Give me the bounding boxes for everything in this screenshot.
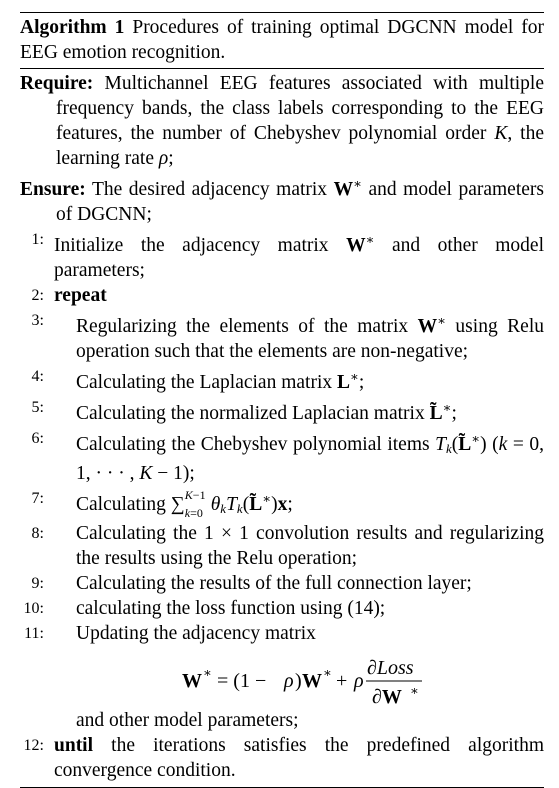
step-text: Calculating ∑ K−1 k=0 $\theta_kT_k(L̃^∗)x$; [76, 488, 293, 520]
step-number: 2: [31, 287, 44, 304]
eq-numerator: ∂Loss [367, 657, 414, 679]
step-number: 5: [31, 399, 44, 416]
step-5 [20, 395, 544, 426]
ensure-text: The desired adjacency matrix W∗ and model parameters of DGCNN; [56, 176, 544, 225]
eq-denominator: ∂W [372, 686, 402, 708]
step-text: Calculating the Laplacian matrix L∗; [76, 369, 365, 393]
step-7 [20, 486, 544, 521]
step-number: 7: [31, 490, 44, 507]
step-number: 4: [31, 368, 44, 385]
step-text: Calculating the Chebyshev polynomial items $T_k(L̃^∗) (k = 0$, 1, · · · , K − 1); [76, 431, 544, 484]
step-text: Initialize the adjacency matrix W∗ and other model parameters; [54, 232, 544, 281]
step-3 [20, 308, 544, 364]
caption-text: Procedures of training optimal DGCNN model for EEG emotion recognition. [20, 17, 545, 63]
ensure-keyword: Ensure: [20, 179, 86, 200]
eq-star-2: ∗ [323, 665, 332, 680]
step-2 [20, 283, 544, 308]
step-text: Calculating the 1 × 1 convolution results and regularizing the results using the Relu operation; [76, 523, 544, 569]
step-text: Regularizing the elements of the matrix W∗ using Relu operation such that the elements are non-negative; [76, 313, 544, 362]
eq-plus: + [336, 670, 348, 692]
step-10 [20, 596, 544, 621]
require-keyword: Require: [20, 73, 94, 94]
step-6 [20, 426, 544, 486]
eq-star-3: ∗ [410, 683, 419, 698]
step-text: until the iterations satisfies the predefined algorithm convergence condition. [54, 735, 544, 781]
step-11 [20, 621, 544, 646]
step-number: 3: [31, 312, 44, 329]
step-text: Calculating the results of the full connection layer; [76, 573, 472, 594]
step-9 [20, 571, 544, 596]
eq-rho-1: ρ [284, 670, 294, 692]
until-keyword: until [54, 735, 94, 756]
equation-svg [20, 646, 544, 708]
step-text: Updating the adjacency matrix [76, 623, 316, 644]
algorithm-caption [20, 13, 544, 68]
step-number: 12: [23, 737, 44, 754]
step-text: calculating the loss function using (14); [76, 598, 386, 619]
eq-w-mid: W [302, 670, 322, 692]
step-number: 1: [31, 231, 44, 248]
eq-star-1: ∗ [203, 665, 212, 680]
after-equation-text: and other model parameters; [76, 710, 299, 731]
update-equation [20, 646, 544, 708]
algorithm-body [20, 69, 544, 783]
step-text: Calculating the normalized Laplacian matrix L̃∗; [76, 400, 457, 424]
step-12 [20, 733, 544, 783]
repeat-keyword: repeat [54, 285, 107, 306]
eq-w-left: W [182, 670, 202, 692]
step-number: 11: [24, 625, 44, 642]
step-number: 9: [31, 575, 44, 592]
step-number: 10: [23, 600, 44, 617]
step-4 [20, 364, 544, 395]
step-number: 8: [31, 525, 44, 542]
caption-label: Algorithm 1 [20, 17, 125, 38]
eq-equals: = (1 − [217, 670, 267, 692]
eq-rho-2: ρ [354, 670, 364, 692]
require-text: Multichannel EEG features associated with multiple frequency bands, the class labels corresponding to the EEG features, the number of Chebyshev polynomial order K, the learning rate ρ; [56, 73, 545, 169]
step-number: 6: [31, 430, 44, 447]
step-1 [20, 227, 544, 283]
algorithm-block [20, 12, 544, 788]
require-line [20, 71, 544, 171]
ensure-line [20, 171, 544, 227]
step-8 [20, 521, 544, 571]
eq-paren: ) [295, 670, 302, 692]
